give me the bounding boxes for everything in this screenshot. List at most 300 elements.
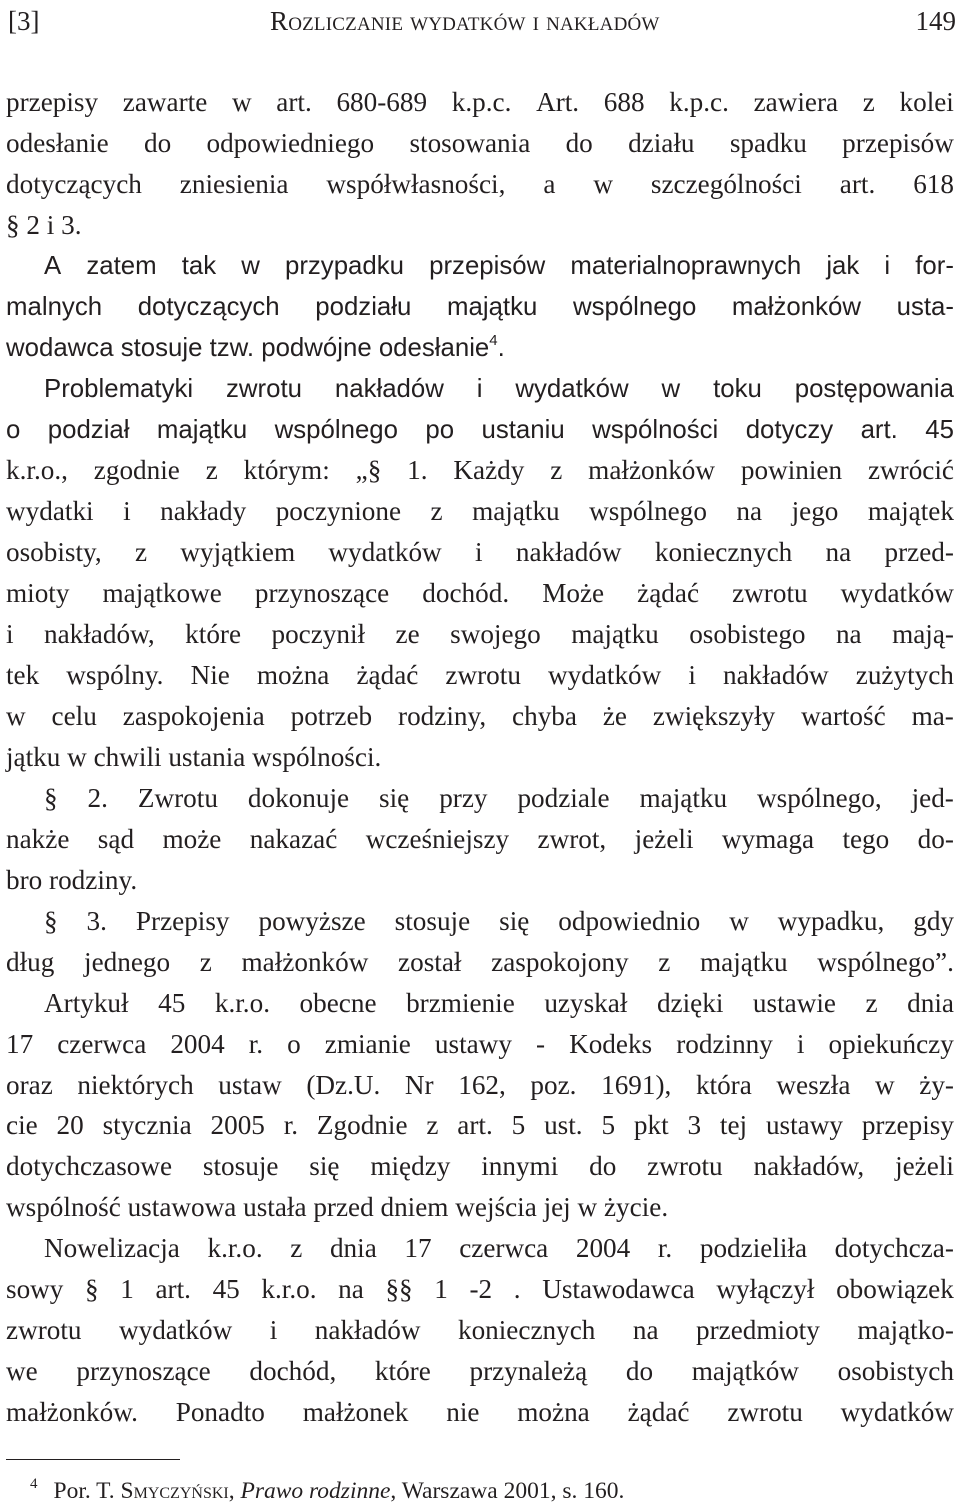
word: wspólnego [572, 292, 697, 321]
word: Zwrotu [137, 782, 218, 813]
text-line [6, 1228, 954, 1269]
word: odpowiednio [558, 905, 701, 936]
word: i [884, 251, 891, 280]
word: usta- [896, 292, 954, 321]
word: majątku [700, 946, 788, 977]
word: ustawy [434, 1028, 512, 1059]
word: spadku [729, 127, 807, 158]
word: w [875, 1069, 895, 1100]
word: wspólności [592, 415, 719, 444]
word: brzmienie [406, 987, 515, 1018]
word: Ustawodawca [542, 1274, 695, 1305]
word: zatem [86, 251, 157, 280]
word: weszła [776, 1069, 851, 1100]
word: toku [713, 374, 762, 403]
word: §§ [385, 1274, 413, 1305]
word: k.p.c. [451, 87, 512, 117]
word: po [425, 415, 455, 444]
word: wydatków [548, 660, 662, 691]
word: nakładów [722, 660, 829, 691]
word: dochód. [422, 578, 510, 609]
word: żądać [637, 578, 700, 609]
word: dotyczących [6, 168, 142, 199]
word: majątku [571, 619, 659, 650]
word: ze [395, 619, 420, 650]
word: majątku [156, 415, 248, 444]
word: zwrotu [732, 578, 808, 609]
word: wymaga [721, 823, 815, 854]
word: opiekuńczy [828, 1028, 954, 1059]
word: wydatków [840, 1397, 954, 1427]
word: zniesienia [179, 168, 289, 199]
footnote [30, 1469, 624, 1506]
word: 2005 [210, 1110, 265, 1141]
word: wypadku, [777, 905, 885, 936]
word: Ponadto [175, 1397, 265, 1427]
word: wyjątkiem [180, 537, 296, 568]
line-text: § 2 i 3. [6, 209, 82, 240]
word: (Dz.U. [306, 1069, 381, 1100]
word: przedmioty [696, 1315, 820, 1346]
word: 5 [511, 1110, 526, 1141]
word: jego [791, 496, 839, 527]
word: dzięki [656, 987, 724, 1018]
word: został [398, 946, 462, 977]
word: podziale [517, 782, 610, 813]
word: wydatki [6, 496, 94, 527]
word: która [695, 1069, 752, 1100]
word: którym: [243, 455, 330, 486]
word: zwrotu [226, 374, 302, 403]
text-line [6, 164, 954, 205]
word: nakładów, [44, 619, 155, 650]
text-line [6, 1024, 954, 1065]
word: zawarte [122, 87, 208, 117]
word: dotyczy [745, 415, 834, 444]
word: uzyskał [544, 987, 628, 1018]
word: tej [719, 1110, 748, 1141]
word: z [550, 455, 563, 486]
word: o [6, 415, 21, 444]
word: zwrotu [6, 1315, 82, 1346]
word: z [199, 946, 212, 977]
word: jeżeli [895, 1151, 954, 1182]
word: § [85, 1274, 99, 1305]
word: może [162, 823, 222, 854]
word: wspólnego, [757, 782, 882, 813]
word: przepisów [842, 127, 954, 158]
word: -2 [469, 1274, 493, 1305]
text-line [6, 1187, 954, 1228]
page-number: 149 [915, 6, 956, 36]
word: wartość [801, 701, 886, 732]
word: nakładów [314, 1315, 421, 1346]
word: i [476, 374, 483, 403]
word: majątku [472, 496, 560, 527]
word: - [535, 1028, 546, 1059]
word: powyższe [258, 905, 366, 936]
word: tego [842, 823, 890, 854]
running-title: Rozliczanie wydatków i nakładów [270, 6, 660, 36]
word: wydatków [840, 578, 954, 609]
word: wydatków [328, 537, 442, 568]
footnote-work-title: Prawo rodzinne [240, 1478, 391, 1504]
text-line [6, 246, 954, 287]
text-line [6, 82, 954, 123]
word: jednego [84, 946, 171, 977]
word: w [231, 87, 252, 117]
word: nakłady [160, 496, 247, 527]
word: i [6, 619, 14, 650]
word: małżonków [588, 455, 716, 486]
text-line [6, 328, 954, 369]
text-line [6, 1105, 954, 1146]
word: z [865, 987, 878, 1018]
word: małżonków. [6, 1397, 138, 1427]
word: 17 [6, 1028, 34, 1059]
word: 688 [603, 87, 645, 117]
word: małżonków [731, 292, 861, 321]
word: Nowelizacja [44, 1233, 180, 1264]
word: podział [47, 415, 130, 444]
word: majątków [691, 1356, 799, 1387]
word: swojego [450, 619, 541, 650]
footnote-author: Smyczyński [120, 1478, 229, 1504]
word: na [736, 496, 763, 527]
word: Kodeks [569, 1028, 653, 1059]
word: jed- [911, 782, 954, 813]
word: A [44, 251, 62, 280]
word: jeżeli [634, 823, 694, 854]
word: się [379, 782, 410, 813]
word: wydatków [118, 1315, 233, 1346]
word: i [688, 660, 696, 691]
word: zgodnie [93, 455, 180, 486]
word: Przepisy [135, 905, 230, 936]
word: i [796, 1028, 805, 1059]
word: poczynione [275, 496, 402, 527]
word: małżonek [302, 1397, 409, 1427]
word: czerwca [57, 1028, 147, 1059]
word: r. [657, 1233, 673, 1264]
word: przynależą [469, 1356, 588, 1387]
word: materialnoprawnych [570, 251, 802, 280]
text-line [6, 532, 954, 573]
word: k.r.o., [6, 455, 68, 486]
word: małżonków [241, 946, 369, 977]
text-line [6, 901, 954, 942]
word: że [602, 701, 627, 732]
word: majątko- [857, 1315, 954, 1346]
word: zwrot, [537, 823, 607, 854]
word: innymi [481, 1151, 559, 1182]
word: postępowania [794, 374, 954, 403]
word: przynoszące [76, 1356, 211, 1387]
word: i [123, 496, 131, 527]
word: art. [276, 87, 312, 117]
word: między [370, 1151, 451, 1182]
word: obecne [299, 987, 377, 1018]
text-line [6, 410, 954, 451]
word: 162, [458, 1069, 506, 1100]
word: na [632, 1315, 659, 1346]
word: 2. [87, 782, 108, 813]
word: w [6, 701, 26, 732]
word: k.r.o. [207, 1233, 263, 1264]
word: nie [446, 1397, 480, 1427]
word: 45 [212, 1274, 240, 1305]
word: zawiera [753, 87, 839, 117]
text-line [6, 1351, 954, 1392]
word: Zgodnie [316, 1110, 408, 1141]
word: 45 [925, 415, 954, 444]
text-line [6, 655, 954, 696]
running-header [8, 4, 956, 38]
word: osobistych [837, 1356, 954, 1387]
word: przynoszące [254, 578, 390, 609]
word: do [143, 127, 172, 158]
word: nakładów [334, 374, 444, 403]
word: wcześniejszy [365, 823, 510, 854]
word: przypadku [284, 251, 404, 280]
word: Nie [190, 660, 230, 691]
word: sowy [6, 1274, 64, 1305]
word: przepisów [429, 251, 546, 280]
word: podzieliła [699, 1233, 808, 1264]
word: przed- [884, 537, 954, 568]
word: cie [6, 1110, 38, 1141]
text-line [6, 696, 954, 737]
word: się [499, 905, 530, 936]
word: k.r.o. [261, 1274, 317, 1305]
word: zużytych [855, 660, 954, 691]
word: 2004 [170, 1028, 225, 1059]
word: Nr [404, 1069, 434, 1100]
word: pkt [633, 1110, 669, 1141]
word: . [513, 1274, 521, 1305]
word: z [430, 496, 443, 527]
line-text: bro rodziny. [6, 864, 138, 895]
word: mioty [6, 578, 70, 609]
line-text: wspólność ustawowa ustała przed dniem wejścia jej w życie. [6, 1192, 669, 1223]
word: § [44, 782, 58, 813]
footnote-separator-text: , [228, 1478, 241, 1504]
word: i [474, 537, 483, 568]
word: nakładów, [753, 1151, 865, 1182]
text-line [6, 1310, 954, 1351]
word: 2004 [575, 1233, 631, 1264]
word: stycznia [102, 1110, 192, 1141]
word: dotychcza- [834, 1233, 954, 1264]
word: żądać [627, 1397, 690, 1427]
word: stosuje [394, 905, 471, 936]
word: zaspokojony [491, 946, 629, 977]
word: współwłasności, [326, 168, 506, 199]
line-punctuation: . [497, 333, 505, 362]
line-text: jątku w chwili ustania wspólności. [6, 742, 382, 772]
word: osobisty, [6, 537, 102, 568]
word: 5 [601, 1110, 616, 1141]
word: poz. [530, 1069, 577, 1100]
text-line [6, 860, 954, 901]
word: rodziny, [398, 701, 487, 732]
text-line [6, 983, 954, 1024]
word: poczynił [271, 619, 366, 650]
word: do [589, 1151, 617, 1182]
word: zwrotu [647, 1151, 723, 1182]
word: majątek [867, 496, 954, 527]
word: r. [248, 1028, 264, 1059]
text-line [6, 123, 954, 164]
word: 1691), [601, 1069, 672, 1100]
word: ust. [544, 1110, 583, 1141]
word: Problematyki [44, 374, 194, 403]
word: ustaw [218, 1069, 282, 1100]
word: chyba [512, 701, 577, 732]
text-line [6, 614, 954, 655]
word: stosuje [202, 1151, 279, 1182]
body-text [6, 82, 954, 1433]
word: które [185, 619, 242, 650]
word: się [309, 1151, 340, 1182]
word: mają- [892, 619, 954, 650]
word: podziału [315, 292, 412, 321]
word: dochód, [249, 1356, 337, 1387]
word: koniecznych [457, 1315, 596, 1346]
word: wspólnego”. [817, 946, 954, 977]
word: 1. [407, 455, 428, 486]
word: osobistego [689, 619, 806, 650]
word: tek [6, 660, 40, 691]
text-line [6, 942, 954, 983]
word: ma- [911, 701, 954, 732]
word: na [338, 1274, 364, 1305]
word: Każdy [453, 455, 525, 486]
word: nakładów [515, 537, 622, 568]
word: malnych [6, 292, 103, 321]
word: 680-689 [336, 87, 428, 117]
word: zaspokojenia [122, 701, 265, 732]
word: przepisy [861, 1110, 954, 1141]
word: z [134, 537, 148, 568]
word: które [374, 1356, 431, 1387]
word: dokonuje [247, 782, 350, 813]
word: działu [628, 127, 695, 158]
word: 618 [913, 168, 954, 199]
word: tak [181, 251, 217, 280]
text-line [6, 1065, 954, 1106]
word: do [565, 127, 593, 158]
word: zmianie [324, 1028, 411, 1059]
word: 1 [434, 1274, 448, 1305]
word: z [290, 1233, 303, 1264]
word: niektórych [77, 1069, 194, 1100]
word: z [862, 87, 875, 117]
word: przepisy [6, 87, 99, 117]
word: powinien [740, 455, 843, 486]
word: wspólnego [589, 496, 707, 527]
text-line [6, 1392, 954, 1433]
word: ustawie [752, 987, 836, 1018]
text-line [6, 1146, 954, 1187]
word: dotyczących [137, 292, 280, 321]
text-line [6, 369, 954, 410]
word: 3 [687, 1110, 702, 1141]
word: do [625, 1356, 654, 1387]
word: 20 [56, 1110, 84, 1141]
word: sąd [97, 823, 135, 854]
word: wspólny. [66, 660, 164, 691]
word: można [517, 1397, 590, 1427]
footnote-rest: , Warszawa 2001, s. 160. [390, 1478, 625, 1504]
word: for- [915, 251, 954, 280]
word: obowiązek [836, 1274, 954, 1305]
word: art. [839, 168, 876, 199]
word: zwiększyły [652, 701, 776, 732]
word: można [256, 660, 330, 691]
section-marker: [3] [8, 6, 40, 36]
word: zwrotu [727, 1397, 803, 1427]
word: dnia [907, 987, 954, 1018]
word: żądać [356, 660, 419, 691]
word: 45 [158, 987, 186, 1018]
word: z [658, 946, 671, 977]
word: w [241, 251, 260, 280]
word: z [426, 1110, 439, 1141]
word: z [205, 455, 218, 486]
word: odesłanie [6, 127, 109, 158]
word: celu [51, 701, 97, 732]
text-line [6, 737, 954, 778]
word: wyłączył [716, 1274, 815, 1305]
word: jak [826, 251, 860, 280]
word: dotychczasowe [6, 1151, 173, 1182]
word: na [825, 537, 852, 568]
word: § [44, 905, 58, 936]
line-text: wodawca stosuje tzw. podwójne odesłanie [6, 333, 490, 362]
word: wydatków [515, 374, 629, 403]
word: na [835, 619, 862, 650]
word: i [269, 1315, 278, 1346]
word: art. [155, 1274, 191, 1305]
word: majątku [447, 292, 538, 321]
text-line [6, 287, 954, 328]
word: 3. [86, 905, 107, 936]
word: stosowania [409, 127, 531, 158]
word: 17 [404, 1233, 432, 1264]
word: ustaniu [481, 415, 565, 444]
word: art. [860, 415, 898, 444]
word: k.p.c. [669, 87, 729, 117]
word: kolei [899, 87, 954, 117]
text-line [6, 491, 954, 532]
word: a [543, 168, 556, 199]
word: 1 [120, 1274, 134, 1305]
word: nakże [6, 823, 70, 854]
word: w [729, 905, 749, 936]
word: majątkowe [102, 578, 222, 609]
word: odpowiedniego [206, 127, 375, 158]
text-line [6, 819, 954, 860]
text-line [6, 1269, 954, 1310]
word: zwrotu [445, 660, 521, 691]
word: ustawy [765, 1110, 843, 1141]
footnote-separator [6, 1459, 180, 1460]
word: dług [6, 946, 55, 977]
word: Artykuł [44, 987, 129, 1018]
word: oraz [6, 1069, 53, 1100]
word: r. [283, 1110, 299, 1141]
